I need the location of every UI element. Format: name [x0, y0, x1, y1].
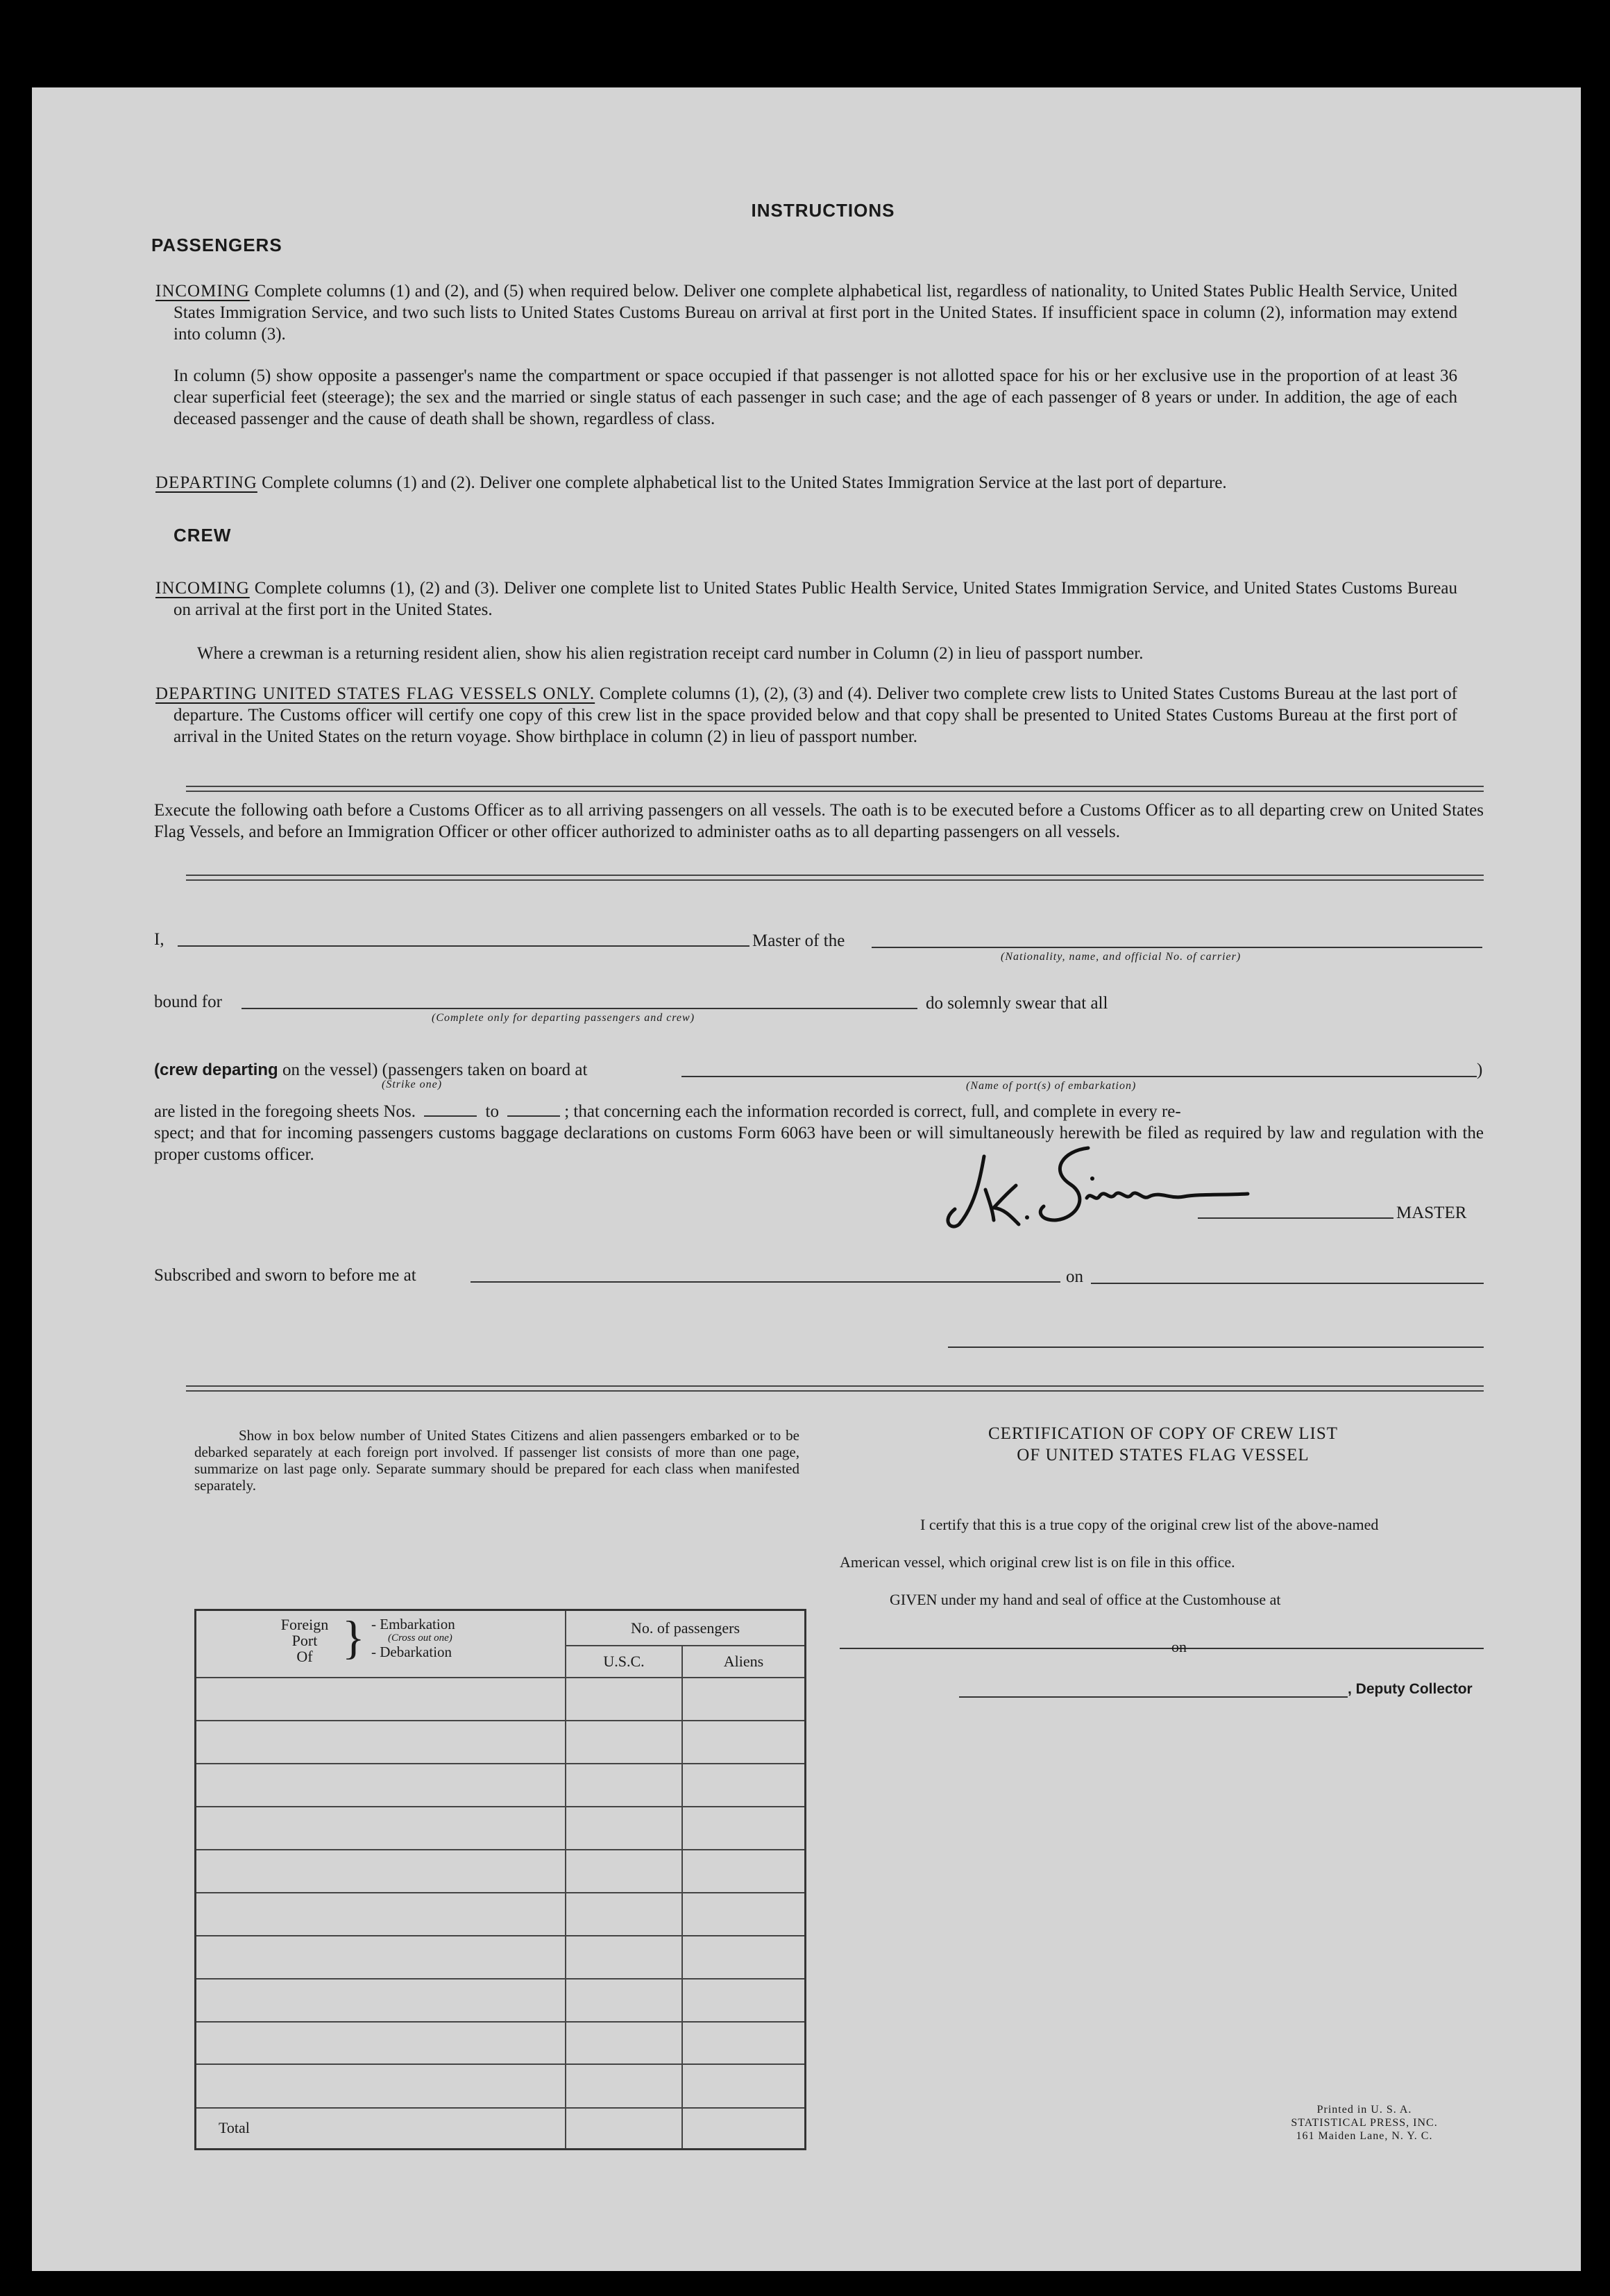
column5-paragraph: In column (5) show opposite a passenger's name the compartment or space occupied if that passenger is not allotted space for his or her exclusive use in the proportion of at least 36 clear superficial feet (steerage); the sex and the married or single status of each passenger in such case; and the age of each passenger of 8 years or under. In addition, the age of each deceased passenger and the cause of death shall be shown, regardless of class. — [173, 366, 1457, 428]
summary-rows — [196, 1678, 806, 2108]
master-signature-line — [1198, 1217, 1393, 1219]
of-label: Of — [296, 1648, 313, 1665]
certification-title-line2: OF UNITED STATES FLAG VESSEL — [1017, 1446, 1310, 1464]
aliens-cell[interactable] — [682, 1807, 806, 1850]
usc-cell[interactable] — [566, 1893, 682, 1936]
table-row — [196, 1936, 806, 1979]
certification-date-field[interactable] — [1192, 1648, 1484, 1649]
port-cell[interactable] — [196, 1764, 566, 1807]
crew-departing-strike — [154, 1059, 587, 1081]
strike-one-caption: (Strike one) — [382, 1079, 443, 1090]
usc-cell[interactable] — [566, 1678, 682, 1721]
port-header-cell — [196, 1610, 566, 1678]
master-of-the-label: Master of the — [752, 931, 845, 950]
crew-incoming-paragraph — [155, 577, 1457, 621]
crew-departing-label: DEPARTING UNITED STATES FLAG VESSELS ONLY. — [155, 684, 595, 703]
ports-caption: (Name of port(s) of embarkation) — [966, 1080, 1137, 1092]
deputy-collector-label: , Deputy Collector — [1348, 1681, 1473, 1697]
total-label-cell — [196, 2108, 566, 2150]
section-divider — [186, 1385, 1484, 1392]
brace-icon: } — [342, 1611, 365, 1664]
printer-line1: Printed in U. S. A. — [1316, 2104, 1412, 2116]
master-name-field[interactable] — [178, 945, 749, 947]
departing-label: DEPARTING — [155, 473, 257, 492]
aliens-cell[interactable] — [682, 1764, 806, 1807]
port-cell[interactable] — [196, 1678, 566, 1721]
table-row — [196, 1979, 806, 2022]
passengers-departing-paragraph — [155, 472, 1457, 493]
aliens-cell[interactable] — [682, 1936, 806, 1979]
aliens-cell[interactable] — [682, 1893, 806, 1936]
port-label: Port — [291, 1632, 318, 1649]
usc-cell[interactable] — [566, 1764, 682, 1807]
crew-departing-text: Complete columns (1), (2), (3) and (4). Deliver two complete crew lists to United States Customs Bureau at the last port of departure. The Customs officer will certify one copy of this crew list in the space provided below and that copy shall be presented to United States Customs Bureau at the first port of arrival in the United States on the return voyage. Show birthplace in column (2) in lieu of passport number. — [173, 684, 1458, 746]
sheets-statement — [154, 1101, 1484, 1122]
statement-rest: spect; and that for incoming passengers customs baggage declarations on customs Form 6063 have been or will simultaneously herewith be filed as required by law and regulation with the proper customs officer. — [154, 1124, 1484, 1164]
aliens-cell[interactable] — [682, 1721, 806, 1764]
sheets-to-label: to — [485, 1102, 499, 1121]
crew-departing-option[interactable]: (crew departing — [154, 1061, 278, 1079]
bound-for-field[interactable] — [242, 1008, 917, 1009]
table-row — [196, 2064, 806, 2107]
table-row — [196, 1764, 806, 1807]
table-row — [196, 1850, 806, 1893]
aliens-cell[interactable] — [682, 1979, 806, 2022]
cross-out-caption: (Cross out one) — [388, 1632, 452, 1644]
total-usc-cell[interactable] — [566, 2108, 682, 2150]
total-label: Total — [219, 2119, 250, 2137]
subscribed-label: Subscribed and sworn to before me at — [154, 1266, 416, 1285]
certify-line1: I certify that this is a true copy of the original crew list of the above-named — [920, 1516, 1379, 1533]
printer-imprint — [1239, 2103, 1489, 2143]
crewman-paragraph: Where a crewman is a returning resident alien, show his alien registration receipt card number in Column (2) in lieu of passport number. — [197, 644, 1144, 663]
port-cell[interactable] — [196, 1721, 566, 1764]
no-of-passengers-header: No. of passengers — [566, 1610, 806, 1646]
port-cell[interactable] — [196, 2022, 566, 2065]
port-cell[interactable] — [196, 1936, 566, 1979]
table-row — [196, 1807, 806, 1850]
aliens-cell[interactable] — [682, 1678, 806, 1721]
usc-header: U.S.C. — [566, 1646, 682, 1677]
table-row — [196, 1678, 806, 1721]
sheets-to-field[interactable] — [507, 1115, 560, 1117]
given-label: GIVEN under my hand and seal of office at the Customhouse at — [890, 1591, 1281, 1608]
subscribed-place-field[interactable] — [471, 1281, 1060, 1283]
departing-text: Complete columns (1) and (2). Deliver one complete alphabetical list to the United States Immigration Service at the last port of departure. — [262, 473, 1227, 492]
sheets-from-field[interactable] — [424, 1115, 477, 1117]
bound-for-caption: (Complete only for departing passengers and crew) — [432, 1012, 695, 1024]
sheets-pre: are listed in the foregoing sheets Nos. — [154, 1102, 416, 1121]
embarkation-ports-field[interactable] — [681, 1076, 1477, 1077]
crew-departing-paragraph — [155, 683, 1458, 748]
foreign-label: Foreign — [280, 1616, 329, 1633]
port-cell[interactable] — [196, 1979, 566, 2022]
table-row — [196, 2022, 806, 2065]
aliens-cell[interactable] — [682, 2064, 806, 2107]
usc-cell[interactable] — [566, 1979, 682, 2022]
port-cell[interactable] — [196, 2064, 566, 2107]
carrier-field[interactable] — [872, 947, 1482, 948]
debarkation-option[interactable]: - Debarkation — [371, 1644, 452, 1660]
usc-cell[interactable] — [566, 2064, 682, 2107]
aliens-cell[interactable] — [682, 1850, 806, 1893]
customhouse-field[interactable] — [840, 1648, 1203, 1649]
crew-heading: CREW — [173, 525, 232, 546]
usc-cell[interactable] — [566, 2022, 682, 2065]
summary-instructions: Show in box below number of United States Citizens and alien passengers embarked or to be debarked separately at each foreign port involved. If passenger list consists of more than one page, summarize on last page only. Separate summary should be prepared for each class when manifested separately. — [194, 1427, 799, 1494]
port-cell[interactable] — [196, 1850, 566, 1893]
crew-incoming-label: INCOMING — [155, 579, 250, 598]
subscribed-date-field[interactable] — [1091, 1283, 1484, 1284]
table-row — [196, 1893, 806, 1936]
port-cell[interactable] — [196, 1893, 566, 1936]
close-paren: ) — [1477, 1061, 1483, 1079]
section-divider — [186, 786, 1484, 792]
sheets-post: ; that concerning each the information recorded is correct, full, and complete in every re- — [564, 1102, 1181, 1121]
embarkation-option[interactable]: - Embarkation — [371, 1616, 455, 1632]
officer-signature-field[interactable] — [948, 1347, 1484, 1348]
oath-intro: Execute the following oath before a Customs Officer as to all arriving passengers on all vessels. The oath is to be executed before a Customs Officer as to all departing crew on United States Flag Vessels, and before an Immigration Officer or other officer authorized to administer oaths as to all departing passengers on all vessels. — [154, 801, 1484, 841]
incoming-label: INCOMING — [155, 282, 250, 301]
bound-for-label: bound for — [154, 993, 222, 1011]
port-cell[interactable] — [196, 1807, 566, 1850]
incoming-text: Complete columns (1) and (2), and (5) when required below. Deliver one complete alphabetical list, regardless of nationality, to United States Public Health Service, United States Immigration Service, and two such lists to United States Customs Bureau on arrival at first port in the United States. If insufficient space in column (2), information may extend into column (3). — [173, 282, 1457, 344]
swear-label: do solemnly swear that all — [926, 994, 1108, 1013]
certification-title-line1: CERTIFICATION OF COPY OF CREW LIST — [988, 1424, 1339, 1443]
certify-line2: American vessel, which original crew list is on file in this office. — [840, 1553, 1235, 1571]
nationality-caption: (Nationality, name, and official No. of carrier) — [1001, 951, 1242, 963]
master-label: MASTER — [1396, 1204, 1467, 1222]
usc-cell[interactable] — [566, 1936, 682, 1979]
printer-line2: STATISTICAL PRESS, INC. — [1291, 2117, 1438, 2129]
deputy-signature-field[interactable] — [959, 1696, 1348, 1698]
total-aliens-cell[interactable] — [682, 2108, 806, 2150]
instructions-title: INSTRUCTIONS — [751, 200, 895, 221]
aliens-cell[interactable] — [682, 2022, 806, 2065]
certification-title — [899, 1423, 1427, 1466]
passenger-summary-table — [194, 1609, 806, 2150]
usc-cell[interactable] — [566, 1721, 682, 1764]
passengers-heading: PASSENGERS — [151, 235, 282, 255]
crew-incoming-text: Complete columns (1), (2) and (3). Deliver one complete list to United States Public Health Service, United States Immigration Service, and United States Customs Bureau on arrival at the first port in the United States. — [173, 579, 1457, 619]
certification-on-text: on — [1171, 1638, 1187, 1655]
printer-line3: 161 Maiden Lane, N. Y. C. — [1296, 2130, 1433, 2142]
passengers-taken-label: on the vessel) (passengers taken on board at — [282, 1061, 588, 1079]
form-page — [32, 87, 1581, 2271]
section-divider — [186, 875, 1484, 881]
aliens-header: Aliens — [682, 1646, 806, 1677]
subscribed-on-label: on — [1066, 1267, 1083, 1286]
table-row — [196, 1721, 806, 1764]
passengers-incoming-paragraph — [155, 280, 1457, 345]
usc-cell[interactable] — [566, 1850, 682, 1893]
master-signature — [934, 1142, 1295, 1233]
oath-i-label: I, — [154, 930, 164, 949]
usc-cell[interactable] — [566, 1807, 682, 1850]
